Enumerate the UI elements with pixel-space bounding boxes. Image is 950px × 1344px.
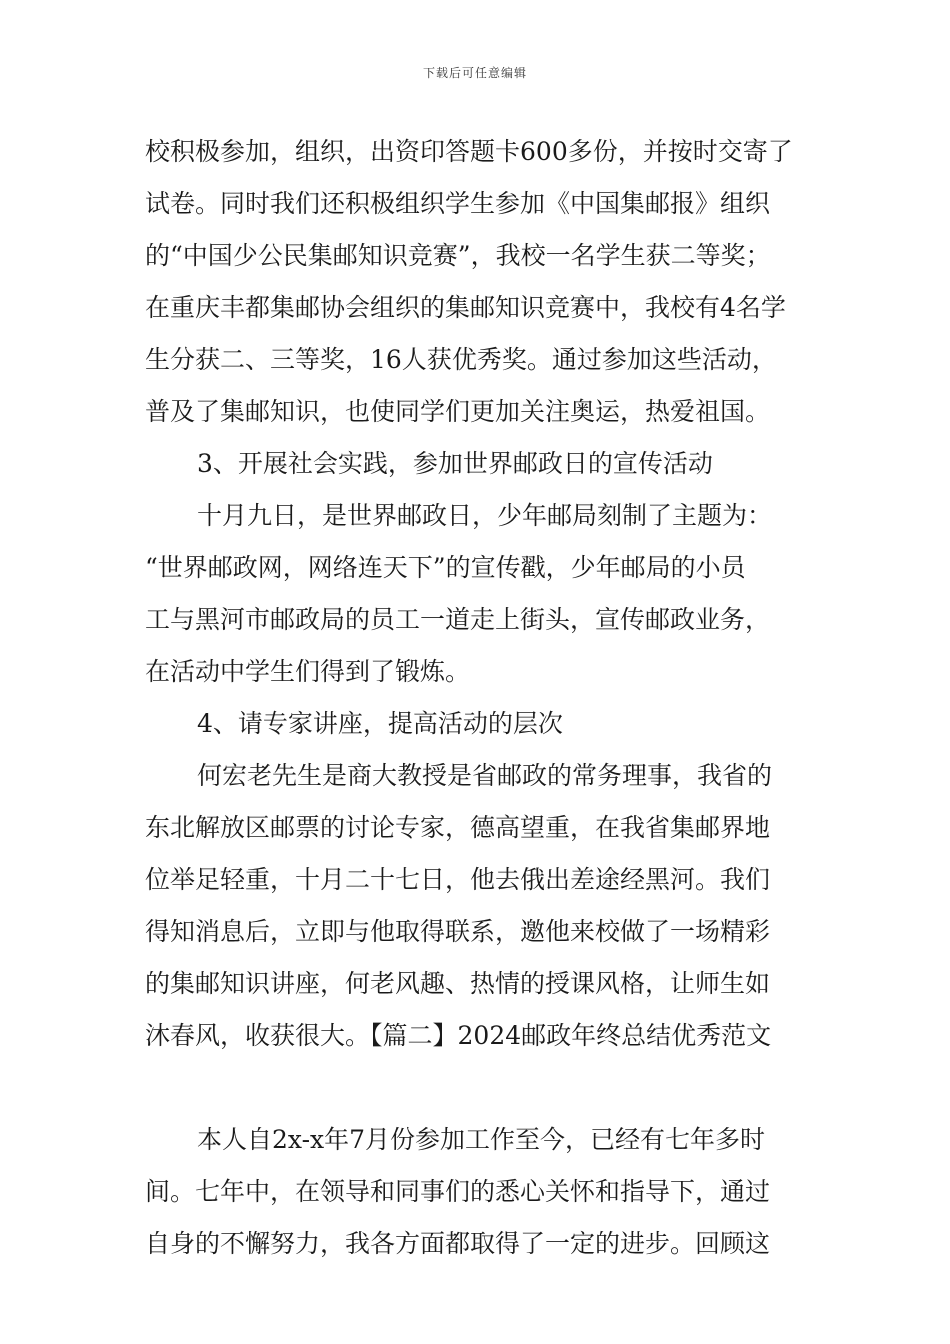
text-line-3: 的“中国少公民集邮知识竞赛”，我校一名学生获二等奖； [145,241,771,270]
text-line-4: 在重庆丰都集邮协会组织的集邮知识竞赛中，我校有4名学 [145,293,786,322]
text-line-11: 在活动中学生们得到了锻炼。 [145,657,471,686]
text-line-17: 的集邮知识讲座，何老风趣、热情的授课风格，让师生如 [145,969,771,998]
text-line-16: 得知消息后，立即与他取得联系，邀他来校做了一场精彩 [145,917,771,946]
text-line-21: 自身的不懈努力，我各方面都取得了一定的进步。回顾这 [145,1229,771,1258]
text-line-13: 何宏老先生是商大教授是省邮政的常务理事，我省的 [197,761,773,790]
text-line-6: 普及了集邮知识，也使同学们更加关注奥运，热爱祖国。 [145,397,771,426]
page-header: 下载后可任意编辑 [422,66,527,80]
section-heading-4: 4、请专家讲座，提高活动的层次 [197,709,563,738]
text-line-15: 位举足轻重，十月二十七日，他去俄出差途经黑河。我们 [145,865,771,894]
text-line-19: 本人自2x-x年7月份参加工作至今，已经有七年多时 [197,1125,766,1154]
text-line-8: 十月九日，是世界邮政日，少年邮局刻制了主题为： [197,501,773,530]
text-line-5: 生分获二、三等奖，16人获优秀奖。通过参加这些活动， [145,345,777,374]
text-line-14: 东北解放区邮票的讨论专家，德高望重，在我省集邮界地 [145,813,771,842]
text-line-1: 校积极参加，组织，出资印答题卡600多份，并按时交寄了 [145,137,793,166]
section-heading-3: 3、开展社会实践，参加世界邮政日的宣传活动 [197,449,713,478]
text-line-20: 间。七年中，在领导和同事们的悉心关怀和指导下，通过 [145,1177,771,1206]
text-line-9: “世界邮政网，网络连天下”的宣传戳，少年邮局的小员 [145,553,746,582]
paragraph-gap [145,1062,810,1114]
text-line-2: 试卷。同时我们还积极组织学生参加《中国集邮报》组织 [145,189,771,218]
text-line-18: 沐春风，收获很大。【篇二】2024邮政年终总结优秀范文 [145,1021,772,1050]
document-body [145,126,810,1270]
text-line-10: 工与黑河市邮政局的员工一道走上街头，宣传邮政业务， [145,605,771,634]
